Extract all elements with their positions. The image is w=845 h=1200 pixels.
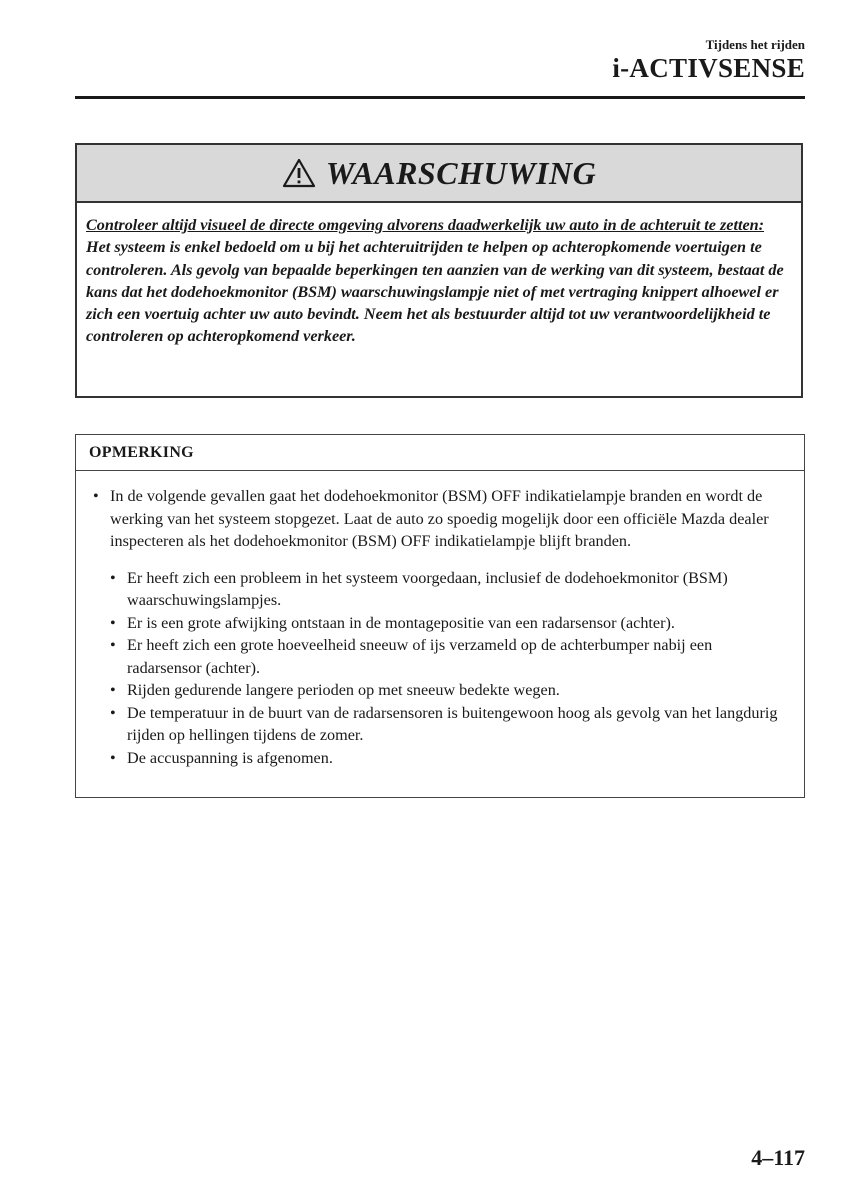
bullet: • bbox=[110, 748, 116, 767]
bullet: • bbox=[110, 681, 116, 699]
list-item-text: De accuspanning is afgenomen. bbox=[127, 748, 333, 767]
note-body bbox=[76, 471, 804, 769]
warning-lead: Controleer altijd visueel de directe omgeving alvorens daadwerkelijk uw auto in de achteruit te zetten: bbox=[86, 216, 765, 234]
list-item bbox=[90, 612, 788, 635]
warning-text: Het systeem is enkel bedoeld om u bij het achteruitrijden te helpen op achteropkomende voertuigen te controleren. Als gevolg van bepaalde beperkingen ten aanzien van de werking van dit systeem, bestaat de kans dat het dodehoekmonitor (BSM) waarschuwingslampje niet of met vertraging knippert alhoewel er zich een voertuig achter uw auto bevindt. Neem het als bestuurder altijd tot uw verantwoordelijkheid te controleren op achteropkomend verkeer. bbox=[86, 238, 784, 346]
note-main-text: In de volgende gevallen gaat het dodehoekmonitor (BSM) OFF indikatielampje branden en wordt de werking van het systeem stopgezet. Laat de auto zo spoedig mogelijk door een officiële Mazda dealer inspecteren als het dodehoekmonitor (BSM) OFF indikatielampje blijft branden. bbox=[110, 487, 769, 550]
note-box bbox=[75, 434, 805, 798]
section-label: Tijdens het rijden bbox=[705, 37, 805, 52]
bullet: • bbox=[110, 703, 116, 722]
note-main-item bbox=[90, 485, 788, 553]
bullet: • bbox=[93, 487, 99, 505]
list-item-text: Rijden gedurende langere perioden op met sneeuw bedekte wegen. bbox=[127, 681, 560, 699]
list-item bbox=[90, 567, 788, 612]
warning-body bbox=[77, 203, 801, 348]
list-item-text: De temperatuur in de buurt van de radarsensoren is buitengewoon hoog als gevolg van het langdurig rijden op hellingen tijdens de zomer. bbox=[127, 703, 778, 744]
list-item bbox=[90, 747, 788, 770]
list-item-text: Er heeft zich een grote hoeveelheid sneeuw of ijs verzameld op de achterbumper nabij een radarsensor (achter). bbox=[127, 636, 713, 677]
header-rule bbox=[75, 96, 805, 99]
list-item-text: Er is een grote afwijking ontstaan in de montagepositie van een radarsensor (achter). bbox=[127, 613, 675, 632]
page-title: i-ACTIVSENSE bbox=[612, 53, 805, 83]
list-item bbox=[90, 679, 788, 702]
page-number: 4–117 bbox=[751, 1145, 805, 1170]
note-sub-list bbox=[90, 567, 788, 770]
list-item bbox=[90, 702, 788, 747]
warning-header bbox=[77, 145, 801, 203]
warning-box bbox=[75, 143, 803, 398]
warning-title: WAARSCHUWING bbox=[325, 154, 597, 191]
bullet: • bbox=[110, 636, 116, 654]
list-item-text: Er heeft zich een probleem in het systeem voorgedaan, inclusief de dodehoekmonitor (BSM) waarschuwingslampjes. bbox=[127, 568, 728, 609]
list-item bbox=[90, 634, 788, 679]
bullet: • bbox=[110, 568, 116, 587]
note-header: OPMERKING bbox=[76, 435, 804, 471]
warning-triangle-icon bbox=[282, 158, 316, 188]
bullet: • bbox=[110, 613, 116, 632]
